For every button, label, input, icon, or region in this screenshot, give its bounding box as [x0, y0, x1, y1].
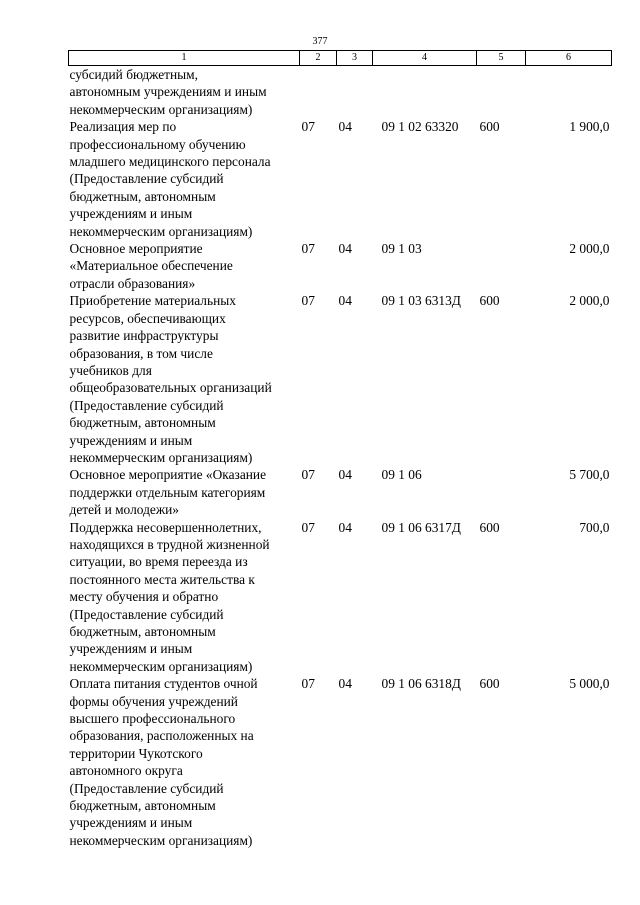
header-cell-3: 3 — [337, 51, 373, 66]
name-line: учреждениям и иным — [69, 206, 193, 222]
row-csr-cell: 09 1 03 — [381, 241, 422, 257]
row-section-cell: 07 — [301, 241, 315, 257]
row-vr-cell: 600 — [479, 519, 500, 535]
table-row — [69, 118, 612, 240]
name-line: «Материальное обеспечение — [69, 258, 233, 274]
name-line: Приобретение материальных — [69, 293, 236, 309]
name-line: автономным учреждениям и иным — [69, 84, 267, 100]
row-name-cell — [69, 519, 300, 676]
name-line: ресурсов, обеспечивающих — [69, 310, 226, 326]
header-cell-4: 4 — [373, 51, 477, 66]
row-amount-cell: 2 000,0 — [569, 241, 610, 257]
row-vr-cell — [477, 240, 526, 292]
table-row — [69, 675, 612, 849]
row-amount-cell: 1 900,0 — [569, 119, 610, 135]
row-vr-cell — [477, 466, 526, 518]
name-line: находящихся в трудной жизненной — [69, 536, 270, 552]
name-line: общеобразовательных организаций — [69, 380, 272, 396]
name-line: Поддержка несовершеннолетних, — [69, 519, 262, 535]
name-line: некоммерческим организациям) — [69, 223, 253, 239]
name-line: учреждениям и иным — [69, 432, 193, 448]
name-line: постоянного места жительства к — [69, 571, 255, 587]
name-line: образования, в том числе — [69, 345, 213, 361]
name-line: (Предоставление субсидий — [69, 606, 224, 622]
name-line: автономного округа — [69, 763, 183, 779]
name-line: (Предоставление субсидий — [69, 171, 224, 187]
row-subsection-cell: 04 — [338, 293, 352, 309]
name-line: профессиональному обучению — [69, 136, 246, 152]
name-line: (Предоставление субсидий — [69, 780, 224, 796]
row-csr-cell: 09 1 06 — [381, 467, 422, 483]
name-line: (Предоставление субсидий — [69, 397, 224, 413]
name-line: бюджетным, автономным — [69, 415, 216, 431]
row-name-cell — [69, 66, 300, 119]
header-cell-2: 2 — [300, 51, 337, 66]
name-line: высшего профессионального — [69, 711, 236, 727]
row-section-cell: 07 — [301, 293, 315, 309]
name-line: ситуации, во время переезда из — [69, 554, 248, 570]
row-amount-cell: 700,0 — [579, 519, 610, 535]
row-vr-cell: 600 — [479, 119, 500, 135]
header-row — [69, 51, 612, 66]
table-row — [69, 292, 612, 466]
row-amount-cell — [526, 66, 612, 119]
name-line: бюджетным, автономным — [69, 188, 216, 204]
row-subsection-cell: 04 — [338, 676, 352, 692]
name-line: поддержки отдельным категориям — [69, 484, 266, 500]
table-row — [69, 519, 612, 676]
name-line: субсидий бюджетным, — [69, 67, 199, 82]
table-body — [69, 66, 612, 850]
table-row — [69, 66, 612, 119]
row-amount-cell: 5 700,0 — [569, 467, 610, 483]
name-line: бюджетным, автономным — [69, 624, 216, 639]
budget-table — [68, 50, 612, 849]
row-vr-cell — [477, 66, 526, 119]
table-row — [69, 466, 612, 518]
name-line: Реализация мер по — [69, 119, 177, 135]
row-csr-cell: 09 1 06 6317Д — [381, 519, 461, 535]
row-subsection-cell: 04 — [338, 119, 352, 135]
row-csr-cell: 09 1 02 63320 — [381, 119, 459, 135]
row-name-cell — [69, 466, 300, 518]
name-line: отрасли образования» — [69, 275, 196, 291]
name-line: детей и молодежи» — [69, 502, 179, 518]
row-section-cell — [300, 66, 337, 119]
row-vr-cell: 600 — [479, 676, 500, 692]
row-name-cell — [69, 118, 300, 240]
name-line: месту обучения и обратно — [69, 589, 219, 605]
row-csr-cell — [373, 66, 477, 119]
row-subsection-cell: 04 — [338, 241, 352, 257]
row-section-cell: 07 — [301, 467, 315, 483]
row-subsection-cell: 04 — [338, 519, 352, 535]
row-name-cell — [69, 240, 300, 292]
page-number: 377 — [312, 36, 328, 47]
name-line: некоммерческим организациям) — [69, 449, 253, 465]
name-line: Основное мероприятие — [69, 241, 203, 257]
name-line: младшего медицинского персонала — [69, 154, 271, 170]
name-line: территории Чукотского — [69, 745, 203, 761]
name-line: некоммерческим организациям) — [69, 832, 253, 848]
row-vr-cell: 600 — [479, 293, 500, 309]
name-line: образования, расположенных на — [69, 728, 254, 744]
row-amount-cell: 5 000,0 — [569, 676, 610, 692]
table-row — [69, 240, 612, 292]
row-subsection-cell — [337, 66, 373, 119]
header-cell-5: 5 — [477, 51, 526, 66]
name-line: развитие инфраструктуры — [69, 328, 219, 344]
name-line: учреждениям и иным — [69, 641, 193, 657]
row-section-cell: 07 — [301, 519, 315, 535]
name-line: формы обучения учреждений — [69, 693, 238, 709]
header-cell-1: 1 — [69, 51, 300, 66]
name-line: учебников для — [69, 362, 152, 378]
name-line: Основное мероприятие «Оказание — [69, 467, 267, 483]
row-section-cell: 07 — [301, 676, 315, 692]
name-line: Оплата питания студентов очной — [69, 676, 258, 692]
row-name-cell — [69, 675, 300, 849]
row-section-cell: 07 — [301, 119, 315, 135]
row-csr-cell: 09 1 06 6318Д — [381, 676, 461, 692]
row-subsection-cell: 04 — [338, 467, 352, 483]
name-line: некоммерческим организациям) — [69, 101, 253, 117]
row-name-cell — [69, 292, 300, 466]
name-line: некоммерческим организациям) — [69, 658, 253, 674]
row-csr-cell: 09 1 03 6313Д — [381, 293, 461, 309]
name-line: учреждениям и иным — [69, 815, 193, 831]
header-cell-6: 6 — [526, 51, 612, 66]
name-line: бюджетным, автономным — [69, 798, 216, 814]
row-amount-cell: 2 000,0 — [569, 293, 610, 309]
